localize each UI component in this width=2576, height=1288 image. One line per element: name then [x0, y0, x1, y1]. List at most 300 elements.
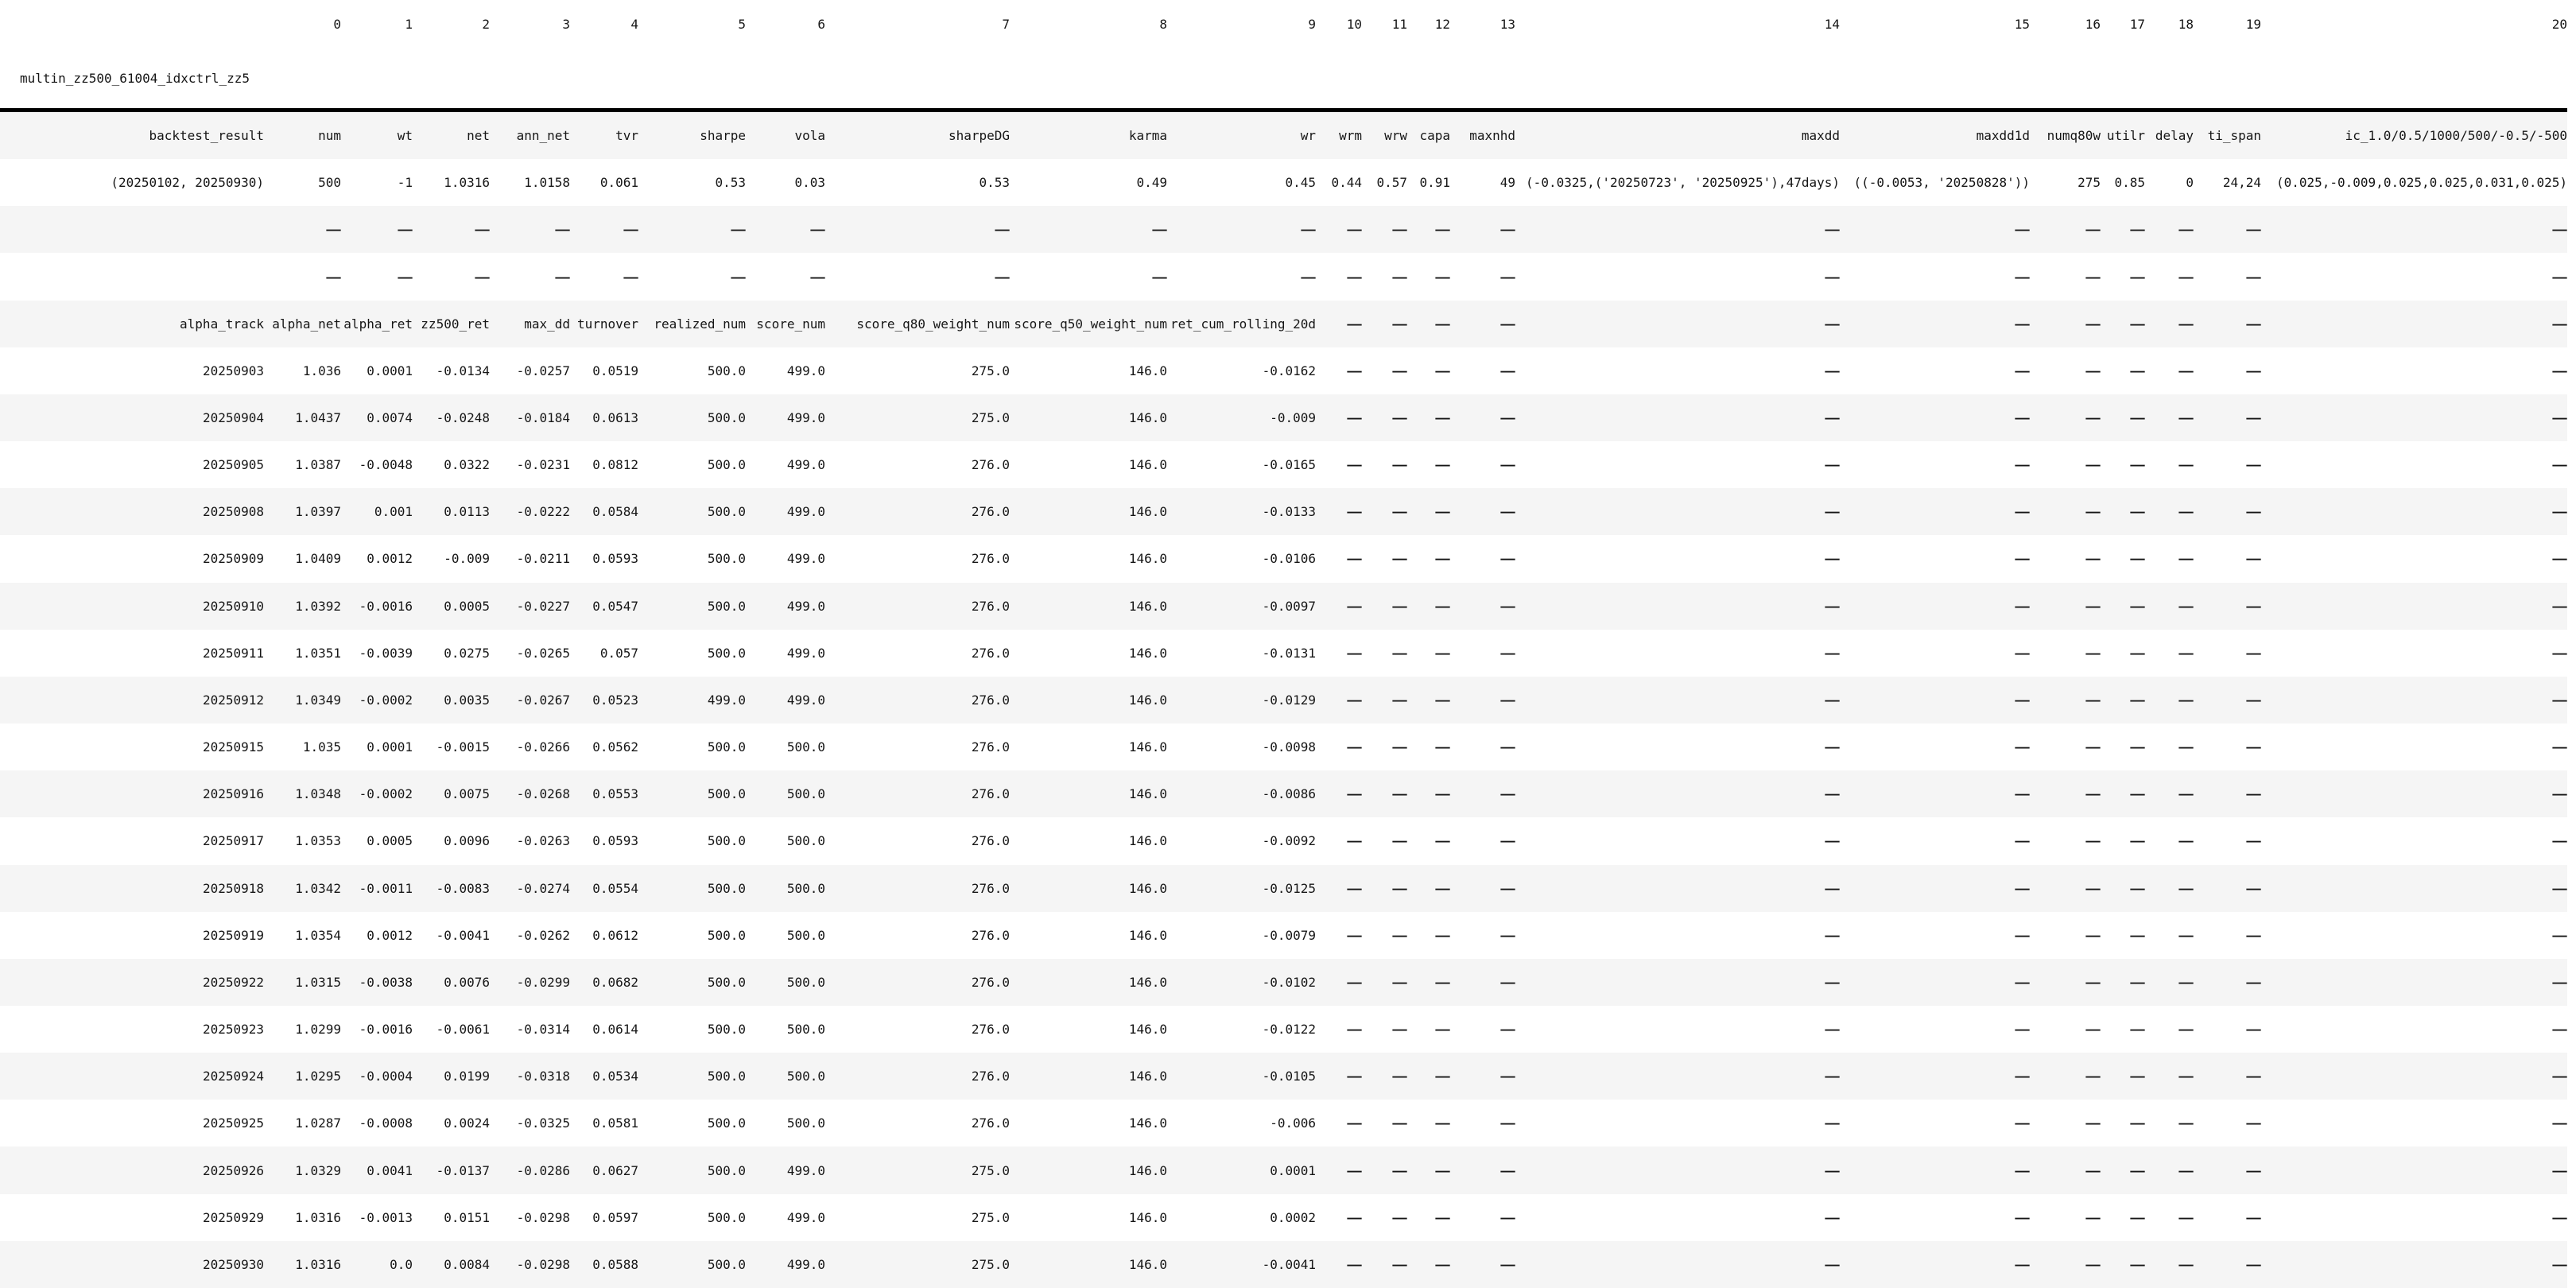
value-cell: 0.45 [1285, 175, 1316, 191]
row-index-cell [0, 253, 264, 300]
value-cell [2145, 347, 2194, 394]
value-cell: 1.0316 [295, 1209, 341, 1225]
value-cell: (0.025,-0.009,0.025,0.025,0.031,0.025) [2275, 175, 2567, 191]
column-index-label: 19 [2194, 0, 2261, 48]
empty-value-dash: — [2015, 457, 2030, 473]
empty-value-dash: — [1825, 974, 1840, 990]
value-cell: 500.0 [707, 551, 746, 567]
value-cell: -0.0102 [1262, 974, 1316, 990]
value-cell [1316, 441, 1362, 488]
value-cell: 499.0 [786, 692, 825, 708]
value-cell: 1.0316 [295, 1256, 341, 1272]
row-index-cell: 20250923 [202, 1022, 264, 1038]
value-cell [490, 206, 570, 253]
empty-value-dash: — [2015, 1115, 2030, 1131]
value-cell [264, 206, 341, 253]
value-cell [1515, 1241, 1840, 1288]
value-cell [490, 253, 570, 300]
empty-value-dash: — [1435, 363, 1450, 378]
empty-value-dash: — [1825, 1115, 1840, 1131]
value-cell [1316, 1100, 1362, 1146]
value-cell: 0.0534 [592, 1069, 638, 1084]
empty-value-dash: — [810, 269, 825, 285]
value-cell [2145, 1100, 2194, 1146]
value-cell [2261, 1100, 2567, 1146]
value-cell [2194, 677, 2261, 724]
value-cell: 0.0096 [444, 833, 490, 849]
value-cell [413, 253, 490, 300]
empty-value-dash: — [1435, 786, 1450, 802]
empty-value-dash: — [1825, 1069, 1840, 1084]
value-cell [2145, 1194, 2194, 1241]
value-cell [2101, 1006, 2145, 1053]
table-row [0, 912, 2567, 959]
empty-value-dash: — [2130, 363, 2145, 378]
value-cell [2030, 677, 2101, 724]
value-cell: score_q50_weight_num [1014, 316, 1167, 332]
value-cell [1840, 301, 2030, 347]
empty-value-dash: — [995, 222, 1010, 238]
value-cell: -0.0004 [359, 1069, 413, 1084]
empty-value-dash: — [2015, 363, 2030, 378]
value-cell: 146.0 [1128, 1209, 1167, 1225]
value-cell: -0.0257 [516, 363, 570, 378]
empty-value-dash: — [2015, 316, 2030, 332]
value-cell: 276.0 [971, 833, 1010, 849]
empty-value-dash: — [2130, 974, 2145, 990]
value-cell [2145, 1241, 2194, 1288]
value-cell [1515, 347, 1840, 394]
value-cell: 1.0392 [295, 598, 341, 614]
table-header [0, 0, 2567, 111]
empty-value-dash: — [2246, 1256, 2261, 1272]
value-cell [1840, 1053, 2030, 1100]
empty-value-dash: — [2015, 504, 2030, 520]
empty-value-dash: — [1435, 1209, 1450, 1225]
value-cell [1010, 253, 1167, 300]
table-row [0, 111, 2567, 160]
value-cell [1407, 724, 1450, 770]
empty-value-dash: — [2246, 1115, 2261, 1131]
value-cell: 500.0 [707, 927, 746, 943]
empty-value-dash: — [1500, 1069, 1515, 1084]
value-cell [1450, 1100, 1515, 1146]
value-cell: alpha_ret [343, 316, 413, 332]
value-cell: 500.0 [786, 786, 825, 802]
column-index-label: 8 [1010, 0, 1167, 48]
empty-value-dash: — [1500, 692, 1515, 708]
value-cell: 146.0 [1128, 645, 1167, 661]
value-cell: -0.0002 [359, 692, 413, 708]
value-cell [638, 206, 746, 253]
value-cell [1407, 1146, 1450, 1193]
value-cell [1450, 1006, 1515, 1053]
value-cell [2101, 1194, 2145, 1241]
empty-value-dash: — [1392, 363, 1407, 378]
value-cell [2261, 912, 2567, 959]
column-index-label: 9 [1167, 0, 1316, 48]
value-cell: -0.0079 [1262, 927, 1316, 943]
table-row [0, 441, 2567, 488]
value-cell: 275.0 [971, 1256, 1010, 1272]
value-cell [2194, 1053, 2261, 1100]
value-cell [2261, 630, 2567, 677]
column-index-label: 16 [2030, 0, 2101, 48]
value-cell [1840, 535, 2030, 582]
empty-value-dash: — [2015, 222, 2030, 238]
value-cell: 500.0 [786, 880, 825, 896]
empty-value-dash: — [2130, 739, 2145, 755]
empty-value-dash: — [1435, 269, 1450, 285]
value-cell [2194, 301, 2261, 347]
empty-value-dash: — [2552, 1115, 2567, 1131]
value-cell: 0.0005 [367, 833, 413, 849]
value-cell: -0.0325 [516, 1115, 570, 1131]
value-cell: -0.0267 [516, 692, 570, 708]
empty-value-dash: — [2015, 833, 2030, 849]
value-cell: 1.0316 [444, 175, 490, 191]
empty-value-dash: — [1347, 316, 1362, 332]
value-cell: 500.0 [707, 504, 746, 520]
empty-value-dash: — [2178, 598, 2194, 614]
value-cell: 49 [1499, 175, 1515, 191]
value-cell [1316, 630, 1362, 677]
table-row [0, 959, 2567, 1006]
value-cell: -0.0274 [516, 880, 570, 896]
value-cell [2194, 583, 2261, 630]
value-cell [2145, 959, 2194, 1006]
empty-value-dash: — [2178, 833, 2194, 849]
empty-value-dash: — [1347, 1069, 1362, 1084]
empty-value-dash: — [1500, 880, 1515, 896]
empty-value-dash: — [2015, 927, 2030, 943]
empty-value-dash: — [1347, 504, 1362, 520]
index-column-header [0, 0, 264, 48]
empty-value-dash: — [2015, 269, 2030, 285]
table-row [0, 724, 2567, 770]
empty-value-dash: — [2085, 974, 2101, 990]
empty-value-dash: — [2552, 645, 2567, 661]
value-cell [2030, 206, 2101, 253]
value-cell: 0.0084 [444, 1256, 490, 1272]
row-index-cell: 20250929 [202, 1209, 264, 1225]
value-cell: sharpeDG [948, 128, 1010, 144]
value-cell: 275.0 [971, 410, 1010, 426]
value-cell [1450, 535, 1515, 582]
empty-value-dash: — [810, 222, 825, 238]
value-cell: -0.0318 [516, 1069, 570, 1084]
empty-value-dash: — [2552, 410, 2567, 426]
value-cell [1840, 770, 2030, 817]
empty-value-dash: — [1347, 410, 1362, 426]
empty-value-dash: — [1500, 598, 1515, 614]
empty-value-dash: — [2130, 598, 2145, 614]
row-index-cell: 20250903 [202, 363, 264, 378]
empty-value-dash: — [1435, 645, 1450, 661]
value-cell: 0.53 [715, 175, 746, 191]
value-cell: 0.0012 [367, 551, 413, 567]
empty-value-dash: — [1825, 504, 1840, 520]
value-cell: 1.036 [302, 363, 341, 378]
value-cell [1840, 1241, 2030, 1288]
value-cell [570, 253, 638, 300]
empty-value-dash: — [2178, 410, 2194, 426]
value-cell: -0.0299 [516, 974, 570, 990]
empty-value-dash: — [1435, 833, 1450, 849]
empty-value-dash: — [1392, 880, 1407, 896]
value-cell [638, 253, 746, 300]
value-cell [1450, 253, 1515, 300]
value-cell: 500.0 [707, 1069, 746, 1084]
value-cell: 1.0299 [295, 1022, 341, 1038]
row-index-cell: 20250926 [202, 1162, 264, 1178]
value-cell [2030, 1006, 2101, 1053]
empty-value-dash: — [1301, 269, 1316, 285]
value-cell: -0.0263 [516, 833, 570, 849]
empty-value-dash: — [1392, 551, 1407, 567]
value-cell: 0.0001 [1270, 1162, 1316, 1178]
value-cell: max_dd [524, 316, 570, 332]
empty-value-dash: — [2552, 1209, 2567, 1225]
value-cell [2194, 959, 2261, 1006]
value-cell [2030, 394, 2101, 441]
empty-value-dash: — [2085, 1022, 2101, 1038]
value-cell: 146.0 [1128, 598, 1167, 614]
value-cell [2261, 1053, 2567, 1100]
row-index-cell: (20250102, 20250930) [111, 175, 264, 191]
row-index-cell: 20250916 [202, 786, 264, 802]
empty-value-dash: — [2178, 1022, 2194, 1038]
value-cell: score_num [756, 316, 825, 332]
value-cell: 276.0 [971, 692, 1010, 708]
empty-value-dash: — [1392, 598, 1407, 614]
empty-value-dash: — [1500, 1209, 1515, 1225]
value-cell: -0.0227 [516, 598, 570, 614]
value-cell: 500.0 [707, 645, 746, 661]
value-cell [2261, 394, 2567, 441]
value-cell [2145, 1006, 2194, 1053]
empty-value-dash: — [2552, 269, 2567, 285]
empty-value-dash: — [1392, 269, 1407, 285]
value-cell: 0.0041 [367, 1162, 413, 1178]
empty-value-dash: — [1152, 269, 1167, 285]
empty-value-dash: — [1500, 739, 1515, 755]
table-row [0, 1194, 2567, 1241]
value-cell: net [467, 128, 490, 144]
column-index-label: 18 [2145, 0, 2194, 48]
value-cell [1362, 535, 1407, 582]
empty-value-dash: — [1347, 222, 1362, 238]
empty-value-dash: — [2015, 739, 2030, 755]
value-cell: -0.0092 [1262, 833, 1316, 849]
empty-value-dash: — [1435, 692, 1450, 708]
value-cell [2194, 630, 2261, 677]
value-cell [1362, 912, 1407, 959]
value-cell [1407, 865, 1450, 912]
row-index-cell: 20250911 [202, 645, 264, 661]
empty-value-dash: — [2085, 457, 2101, 473]
table-row [0, 301, 2567, 347]
value-cell [2030, 535, 2101, 582]
value-cell [1840, 865, 2030, 912]
empty-value-dash: — [1825, 551, 1840, 567]
empty-value-dash: — [1392, 645, 1407, 661]
value-cell: 0 [2186, 175, 2194, 191]
table-row [0, 865, 2567, 912]
empty-value-dash: — [1347, 1115, 1362, 1131]
empty-value-dash: — [2552, 1069, 2567, 1084]
empty-value-dash: — [2085, 833, 2101, 849]
empty-value-dash: — [2015, 880, 2030, 896]
empty-value-dash: — [2246, 1209, 2261, 1225]
page-title: multin_zz500_61004_idxctrl_zz5 [20, 70, 250, 86]
empty-value-dash: — [2085, 269, 2101, 285]
row-index-cell: 20250905 [202, 457, 264, 473]
value-cell: 0.0002 [1270, 1209, 1316, 1225]
value-cell: 0.0001 [367, 363, 413, 378]
empty-value-dash: — [1825, 598, 1840, 614]
empty-value-dash: — [1435, 410, 1450, 426]
column-index-label: 0 [264, 0, 341, 48]
empty-value-dash: — [2015, 1256, 2030, 1272]
value-cell: 500.0 [707, 1256, 746, 1272]
value-cell [1407, 630, 1450, 677]
empty-value-dash: — [2130, 551, 2145, 567]
value-cell: -0.0134 [436, 363, 490, 378]
value-cell: -0.0314 [516, 1022, 570, 1038]
empty-value-dash: — [2178, 739, 2194, 755]
empty-value-dash: — [2552, 974, 2567, 990]
value-cell: -0.0129 [1262, 692, 1316, 708]
value-cell [1840, 583, 2030, 630]
value-cell: 1.0315 [295, 974, 341, 990]
empty-value-dash: — [1347, 1022, 1362, 1038]
value-cell [2194, 912, 2261, 959]
value-cell: 146.0 [1128, 363, 1167, 378]
empty-value-dash: — [1500, 410, 1515, 426]
value-cell: 0.0613 [592, 410, 638, 426]
value-cell: -0.0298 [516, 1256, 570, 1272]
value-cell: 0.0562 [592, 739, 638, 755]
empty-value-dash: — [1152, 222, 1167, 238]
value-cell: (-0.0325,('20250723', '20250925'),47days) [1526, 175, 1840, 191]
empty-value-dash: — [2246, 316, 2261, 332]
value-cell: 0.0597 [592, 1209, 638, 1225]
value-cell: 500.0 [786, 739, 825, 755]
value-cell [2145, 865, 2194, 912]
value-cell [2030, 1146, 2101, 1193]
empty-value-dash: — [1392, 1162, 1407, 1178]
value-cell [1316, 959, 1362, 1006]
value-cell [1515, 1006, 1840, 1053]
value-cell: -0.0133 [1262, 504, 1316, 520]
value-cell: 0.91 [1419, 175, 1450, 191]
table-row [0, 1146, 2567, 1193]
value-cell: 1.0397 [295, 504, 341, 520]
column-index-label: 4 [570, 0, 638, 48]
value-cell: 0.0024 [444, 1115, 490, 1131]
table-row [0, 394, 2567, 441]
value-cell [2194, 394, 2261, 441]
table-row [0, 677, 2567, 724]
row-index-cell: 20250918 [202, 880, 264, 896]
value-cell [2194, 535, 2261, 582]
empty-value-dash: — [1500, 833, 1515, 849]
empty-value-dash: — [2085, 363, 2101, 378]
empty-value-dash: — [1435, 1256, 1450, 1272]
value-cell: 0.0612 [592, 927, 638, 943]
value-cell [1450, 959, 1515, 1006]
empty-value-dash: — [1347, 927, 1362, 943]
value-cell [1362, 959, 1407, 1006]
value-cell: 500.0 [786, 1115, 825, 1131]
value-cell: 0.0614 [592, 1022, 638, 1038]
value-cell [1450, 817, 1515, 864]
value-cell: -1 [397, 175, 413, 191]
value-cell: 0.0 [390, 1256, 413, 1272]
value-cell: -0.009 [444, 551, 490, 567]
empty-value-dash: — [2130, 1115, 2145, 1131]
empty-value-dash: — [1435, 1022, 1450, 1038]
value-cell: 0.057 [599, 645, 638, 661]
value-cell [1407, 912, 1450, 959]
title-row [0, 48, 2567, 111]
empty-value-dash: — [1500, 1115, 1515, 1131]
value-cell [570, 206, 638, 253]
value-cell: 500.0 [707, 880, 746, 896]
empty-value-dash: — [1347, 363, 1362, 378]
empty-value-dash: — [2015, 598, 2030, 614]
value-cell [2101, 1146, 2145, 1193]
value-cell: 0.0519 [592, 363, 638, 378]
value-cell: 500.0 [786, 974, 825, 990]
value-cell: 276.0 [971, 927, 1010, 943]
value-cell [1316, 817, 1362, 864]
value-cell: -0.0298 [516, 1209, 570, 1225]
empty-value-dash: — [1347, 457, 1362, 473]
value-cell: 275.0 [971, 1162, 1010, 1178]
value-cell [2101, 583, 2145, 630]
value-cell: 500 [318, 175, 341, 191]
value-cell: 0.0682 [592, 974, 638, 990]
column-index-label: 10 [1316, 0, 1362, 48]
empty-value-dash: — [2085, 222, 2101, 238]
value-cell: turnover [576, 316, 638, 332]
empty-value-dash: — [2130, 1256, 2145, 1272]
value-cell: -0.0125 [1262, 880, 1316, 896]
value-cell: 1.0353 [295, 833, 341, 849]
value-cell: 1.0351 [295, 645, 341, 661]
row-index-cell: 20250915 [202, 739, 264, 755]
value-cell [1167, 206, 1316, 253]
empty-value-dash: — [2085, 598, 2101, 614]
empty-value-dash: — [2246, 363, 2261, 378]
value-cell [1362, 817, 1407, 864]
value-cell [1362, 253, 1407, 300]
empty-value-dash: — [2552, 880, 2567, 896]
value-cell: 1.0354 [295, 927, 341, 943]
empty-value-dash: — [1347, 1209, 1362, 1225]
value-cell: 276.0 [971, 504, 1010, 520]
empty-value-dash: — [1500, 551, 1515, 567]
empty-value-dash: — [2246, 833, 2261, 849]
column-index-label: 5 [638, 0, 746, 48]
value-cell [1316, 1241, 1362, 1288]
value-cell: 276.0 [971, 1115, 1010, 1131]
value-cell [2145, 488, 2194, 535]
row-index-cell: 20250924 [202, 1069, 264, 1084]
empty-value-dash: — [1825, 692, 1840, 708]
